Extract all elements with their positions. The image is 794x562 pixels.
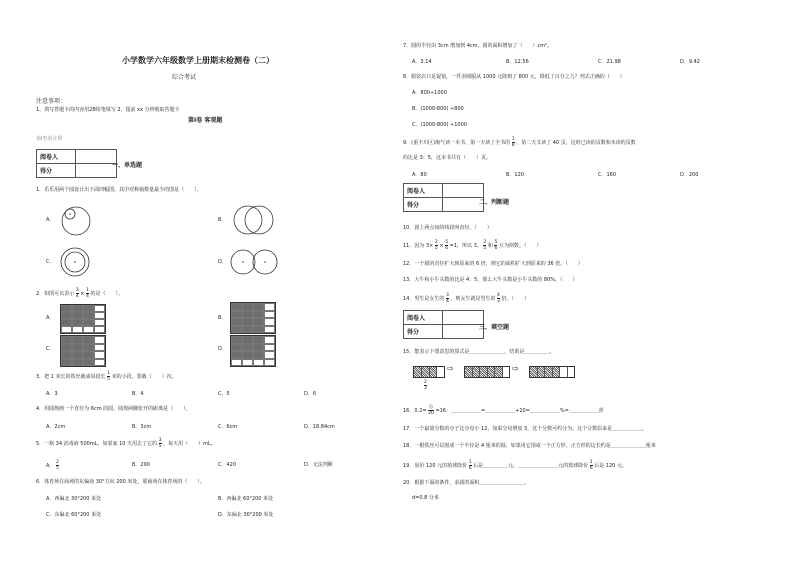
q2-option-c[interactable]: C． bbox=[46, 346, 55, 352]
q15-bar-2 bbox=[464, 366, 510, 378]
q4-option-b[interactable]: B．3cm bbox=[132, 424, 152, 430]
score-table bbox=[36, 149, 117, 178]
question-4: 4．用圆规画一个直径为 6cm 的圆，圆规两脚张开的距离是（ ）。 bbox=[36, 406, 191, 412]
q15-bar-1 bbox=[413, 366, 445, 378]
question-12: 12．一个圆的直径扩大到原来的 6 倍，则它的面积扩大到原来的 36 倍。（ ） bbox=[403, 261, 583, 267]
q3-option-c[interactable]: C．5 bbox=[218, 391, 230, 397]
score-cell[interactable] bbox=[443, 325, 484, 339]
score-cell[interactable] bbox=[443, 198, 484, 212]
reviewer-label: 阅卷人 bbox=[404, 184, 443, 198]
q6-option-c[interactable]: C．东偏北 60°200 米处 bbox=[46, 512, 102, 518]
q3-option-a[interactable]: A．3 bbox=[46, 391, 58, 397]
q8-option-a[interactable]: A．800÷1000 bbox=[412, 90, 447, 96]
arrow-icon: ⇨ bbox=[447, 364, 454, 373]
question-17: 17．一个最简分数的分子比分母小 12，如果分母增加 3，这个分数可约分为，这个分数原来是＿＿＿＿＿＿。 bbox=[403, 426, 648, 432]
question-8: 8．服装店只是促销，一件羽绒服从 1000 元降到了 800 元，降低了百分之几？列式正确的（ ） bbox=[403, 74, 625, 80]
q7-option-c[interactable]: C．21.98 bbox=[598, 59, 621, 65]
question-2: 2．如图可以表示 $\frac{3}{4}$ × $\frac{1}{4}$ 的是（ ）。 bbox=[36, 288, 124, 299]
q6-option-b[interactable]: B．西偏北 60°200 米处 bbox=[218, 496, 274, 502]
fraction: $\frac{1}{6}$ bbox=[468, 460, 472, 471]
fraction: $\frac{2}{3}$ bbox=[424, 380, 427, 391]
reviewer-cell[interactable] bbox=[76, 150, 117, 164]
fraction: $\frac{3}{4}$ bbox=[445, 293, 449, 304]
q8-option-c[interactable]: C．(1000-800) ÷1000 bbox=[412, 122, 467, 128]
page-subtitle: 综合考试 bbox=[172, 74, 197, 81]
q5-option-b[interactable]: B．200 bbox=[132, 462, 150, 468]
section-title-fill-blank: 三、填空题 bbox=[479, 324, 510, 331]
fraction: $\frac{3}{5}$ bbox=[158, 438, 162, 449]
fraction: $\frac{2}{5}$ bbox=[434, 240, 438, 251]
q1-option-a[interactable]: A． bbox=[46, 217, 55, 223]
q7-option-a[interactable]: A．3.14 bbox=[412, 59, 432, 65]
question-11: 11．因为 3× $\frac{2}{5}$ × $\frac{5}{6}$ =1，所以 3、 $\frac{2}{5}$ 和 $\frac{5}{6}$ 互为倒数。（ ） bbox=[403, 240, 542, 251]
q2-grid-a bbox=[60, 304, 106, 334]
question-6: 6．体育场在商场的东偏南 30°方向 200 米处，那商场在体育场的（ ）。 bbox=[36, 479, 205, 485]
question-10: 10．圆上两点间的线段叫直径。（ ） bbox=[403, 225, 492, 231]
notes-label: 注意事项： bbox=[36, 98, 67, 105]
page-title: 小学数学六年级数学上册期末检测卷（二） bbox=[122, 56, 274, 65]
volume-title: 第Ⅰ卷 客观题 bbox=[188, 117, 223, 124]
q3-option-b[interactable]: B．4 bbox=[132, 391, 144, 397]
fraction: $\frac{2}{5}$ bbox=[56, 460, 59, 471]
question-5: 5．一瓶 34 消毒液 500mL，如果家 10 天用去了它的 $\frac{3}{5}$ ，每天用（ ）mL。 bbox=[36, 438, 216, 449]
question-9: 9．(重丰川区)淘气读一本书，第一天读了全书的 $\frac{1}{8}$ ，第二天又读了 40 页，这时已读的页数和未读的页数 bbox=[403, 137, 636, 148]
q1-figure-b bbox=[232, 202, 276, 238]
q7-option-b[interactable]: B．12.56 bbox=[506, 59, 529, 65]
q7-option-d[interactable]: D．9.42 bbox=[680, 59, 700, 65]
question-18: 18．一根铁丝可以围成一个半径是 4 厘米的圆，如果用它围成一个正方形，正方形的边长约是＿＿＿＿＿＿＿厘米 bbox=[403, 443, 656, 449]
score-table bbox=[403, 310, 484, 339]
notes-text: 1、填写答题卡的内容用2B铅笔填写 2、提前 xx 分钟收取答题卡 bbox=[36, 107, 180, 113]
fraction: $\frac{1}{4}$ bbox=[86, 288, 89, 299]
q9-option-c[interactable]: C．160 bbox=[598, 172, 617, 178]
q4-option-d[interactable]: D．18.84cm bbox=[304, 424, 335, 430]
q15-fraction-label bbox=[424, 380, 427, 391]
section-title-true-false: 二、判断题 bbox=[479, 199, 510, 206]
question-1: 1．乐乐用两个圆设计出下面四幅图，其中对称轴数量最少的图是（ ）。 bbox=[36, 187, 202, 193]
reviewer-label: 阅卷人 bbox=[404, 311, 443, 325]
q2-grid-b bbox=[230, 302, 276, 334]
reviewer-label: 阅卷人 bbox=[37, 150, 76, 164]
reviewer-cell[interactable] bbox=[443, 184, 484, 198]
q1-option-b[interactable]: B． bbox=[218, 217, 227, 223]
score-cell[interactable] bbox=[76, 164, 117, 178]
fraction: $\frac{1}{6}$ bbox=[589, 460, 593, 471]
score-label: 得分 bbox=[404, 198, 443, 212]
q2-option-a[interactable]: A． bbox=[46, 315, 55, 321]
q8-option-b[interactable]: B．(1000-800) ÷800 bbox=[412, 106, 464, 112]
q4-option-c[interactable]: C．6cm bbox=[218, 424, 238, 430]
fraction: () 20 bbox=[428, 405, 434, 416]
score-table bbox=[403, 183, 484, 212]
q9-option-a[interactable]: A．80 bbox=[412, 172, 427, 178]
q2-grid-d bbox=[230, 335, 276, 367]
q15-bar-3 bbox=[529, 366, 575, 378]
q5-option-a[interactable]: A． $\frac{2}{5}$ bbox=[46, 460, 59, 471]
q2-option-d[interactable]: D． bbox=[218, 346, 227, 352]
score-label: 得分 bbox=[37, 164, 76, 178]
q9-option-b[interactable]: B．120 bbox=[506, 172, 524, 178]
q1-figure-a bbox=[58, 204, 94, 238]
fraction: $\frac{2}{5}$ bbox=[483, 240, 487, 251]
question-13: 13．大牛和小牛头数的比是 4：5，那么大牛头数是小牛头数的 80%。（ ） bbox=[403, 277, 578, 283]
fraction: $\frac{1}{5}$ bbox=[107, 371, 111, 382]
fraction: $\frac{4}{3}$ bbox=[497, 293, 500, 304]
section-title-single-choice: 一、单选题 bbox=[112, 162, 143, 169]
q2-option-b[interactable]: B． bbox=[218, 315, 227, 321]
q4-option-a[interactable]: A．2cm bbox=[46, 424, 66, 430]
question-20: 20．根据下面的条件，求圆的面积＿＿＿＿＿＿＿＿＿。 bbox=[403, 480, 530, 486]
fraction: $\frac{1}{8}$ bbox=[511, 137, 515, 148]
question-3: 3．把 1 米长的铁丝截成每段长 $\frac{1}{5}$ 米的小段，要截（ ）次。 bbox=[36, 371, 177, 382]
q1-option-c[interactable]: C． bbox=[46, 259, 55, 265]
arrow-icon: ⇨ bbox=[512, 364, 519, 373]
question-15: 15．能表示下图意思的算式是＿＿＿＿＿＿＿，结果是＿＿＿＿＿。 bbox=[403, 349, 555, 355]
score-label: 得分 bbox=[404, 325, 443, 339]
q20-condition: d=0.8 分米 bbox=[412, 495, 439, 501]
q1-figure-c bbox=[58, 245, 92, 279]
q9-option-d[interactable]: D．200 bbox=[680, 172, 699, 178]
question-14: 14．男生是女生的 $\frac{3}{4}$ ，则女生就是男生的 $\frac{4}{3}$ 倍。（ ） bbox=[403, 293, 530, 304]
q6-option-d[interactable]: D．东偏北 30°200 米处 bbox=[218, 512, 274, 518]
q6-option-a[interactable]: A．西偏北 30°200 米处 bbox=[46, 496, 102, 502]
question-9-line2: 的比是 3：5，这本书共有（ ）页。 bbox=[403, 155, 491, 161]
q5-option-c[interactable]: C．420 bbox=[218, 462, 237, 468]
fraction: $\frac{5}{6}$ bbox=[494, 240, 498, 251]
q3-option-d[interactable]: D．6 bbox=[304, 391, 317, 397]
volume-note: 第Ⅰ卷的注释 bbox=[36, 136, 63, 142]
question-7: 7．圆的半径由 3cm 增加到 4cm，圆的面积增加了（ ）cm²。 bbox=[403, 43, 553, 49]
fraction: $\frac{5}{6}$ bbox=[445, 240, 449, 251]
fraction: $\frac{3}{4}$ bbox=[75, 288, 79, 299]
q1-figure-d bbox=[230, 248, 278, 276]
q1-option-d[interactable]: D． bbox=[218, 259, 227, 265]
q2-grid-c bbox=[60, 335, 106, 367]
question-16: 16．0.2= () 20 =16：＿＿＿＿＿＿=＿＿＿＿＿＿+10=＿＿＿＿＿＿%=＿＿＿＿＿＿折 bbox=[403, 405, 604, 416]
q5-option-d[interactable]: D．无法判断 bbox=[304, 462, 333, 468]
question-19: 19．原价 120 元的篮球降价 $\frac{1}{6}$ 后是＿＿＿＿＿元，＿＿＿＿＿＿＿＿元的篮球降价 $\frac{1}{6}$ 后是 120 元。 bbox=[403, 460, 627, 471]
reviewer-cell[interactable] bbox=[443, 311, 484, 325]
